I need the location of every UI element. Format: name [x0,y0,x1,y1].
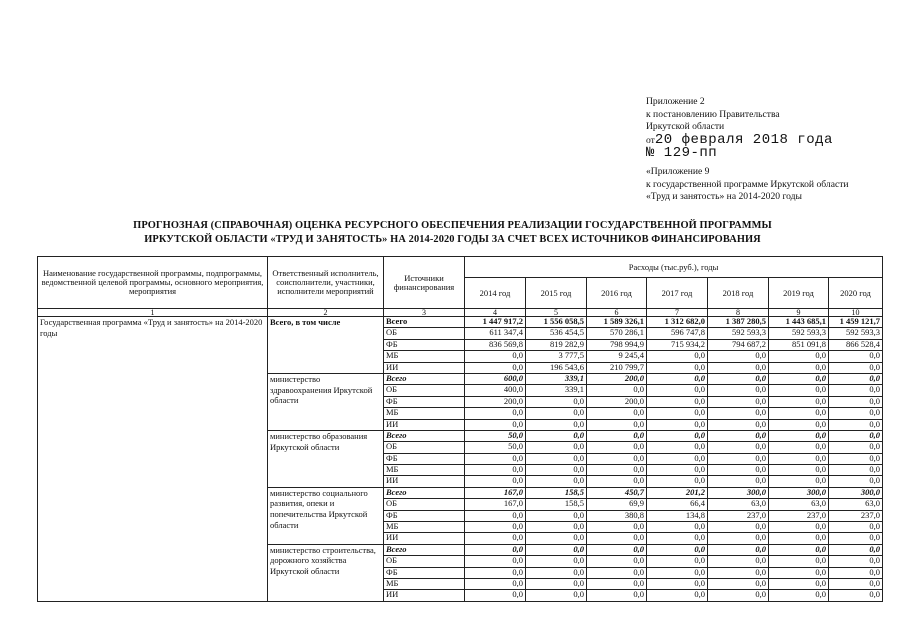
value-cell: 0,0 [647,476,708,487]
value-cell: 0,0 [587,430,647,441]
value-cell: 300,0 [769,487,829,498]
value-cell: 1 556 058,5 [526,317,587,328]
value-cell: 400,0 [465,385,526,396]
value-cell: 592 593,3 [769,328,829,339]
value-cell: 0,0 [708,362,769,373]
value-cell: 167,0 [465,499,526,510]
value-cell: 0,0 [526,556,587,567]
value-cell: 0,0 [526,465,587,476]
value-cell: 536 454,5 [526,328,587,339]
value-cell: 300,0 [829,487,883,498]
value-cell: 200,0 [587,373,647,384]
header-year: 2018 год [708,278,769,309]
value-cell: 0,0 [829,544,883,555]
value-cell: 0,0 [769,567,829,578]
value-cell: 0,0 [829,533,883,544]
value-cell: 0,0 [829,351,883,362]
appendix-line: к постановлению Правительства [646,108,780,120]
value-cell: 0,0 [769,465,829,476]
executor-cell: Всего, в том числе [268,317,384,374]
value-cell: 201,2 [647,487,708,498]
document-title [20,219,885,246]
value-cell: 851 091,8 [769,339,829,350]
source-cell: Всего [384,317,465,328]
value-cell: 0,0 [465,408,526,419]
value-cell: 0,0 [769,476,829,487]
value-cell: 0,0 [465,510,526,521]
value-cell: 0,0 [526,396,587,407]
header-column-number: 6 [587,309,647,317]
value-cell: 0,0 [647,522,708,533]
date-prefix: от [646,134,655,146]
value-cell: 200,0 [465,396,526,407]
value-cell: 0,0 [829,578,883,589]
value-cell: 0,0 [769,351,829,362]
value-cell: 1 443 685,1 [769,317,829,328]
value-cell: 0,0 [829,430,883,441]
value-cell: 0,0 [708,522,769,533]
value-cell: 0,0 [465,533,526,544]
value-cell: 794 687,2 [708,339,769,350]
value-cell: 63,0 [769,499,829,510]
value-cell: 0,0 [829,373,883,384]
value-cell: 0,0 [769,396,829,407]
header-column-number: 10 [829,309,883,317]
source-cell: Всего [384,487,465,498]
value-cell: 0,0 [769,385,829,396]
source-cell: МБ [384,522,465,533]
value-cell: 0,0 [465,362,526,373]
value-cell: 63,0 [708,499,769,510]
header-expenses: Расходы (тыс.руб.), годы [465,257,883,278]
header-column-number: 8 [708,309,769,317]
value-cell: 0,0 [465,590,526,601]
appendix-line: «Приложение 9 [646,165,710,177]
appendix-line: Иркутской области [646,121,725,133]
value-cell: 0,0 [647,578,708,589]
value-cell: 0,0 [829,419,883,430]
value-cell: 0,0 [526,544,587,555]
value-cell: 0,0 [647,396,708,407]
value-cell: 0,0 [829,476,883,487]
value-cell: 836 569,8 [465,339,526,350]
value-cell: 0,0 [465,453,526,464]
source-cell: МБ [384,465,465,476]
value-cell: 0,0 [587,544,647,555]
value-cell: 0,0 [587,533,647,544]
source-cell: ФБ [384,453,465,464]
value-cell: 715 934,2 [647,339,708,350]
value-cell: 0,0 [829,590,883,601]
value-cell: 0,0 [708,556,769,567]
value-cell: 0,0 [465,465,526,476]
value-cell: 1 387 280,5 [708,317,769,328]
value-cell: 0,0 [769,430,829,441]
value-cell: 592 593,3 [708,328,769,339]
source-cell: ОБ [384,385,465,396]
source-cell: Всего [384,373,465,384]
value-cell: 63,0 [829,499,883,510]
value-cell: 0,0 [829,465,883,476]
program-name-cell: Государственная программа «Труд и занятость» на 2014-2020 годы [38,317,268,602]
value-cell: 0,0 [708,465,769,476]
value-cell: 600,0 [465,373,526,384]
value-cell: 0,0 [769,544,829,555]
header-source: Источники финансирования [384,257,465,309]
value-cell: 0,0 [708,590,769,601]
source-cell: МБ [384,578,465,589]
value-cell: 237,0 [708,510,769,521]
value-cell: 0,0 [526,476,587,487]
value-cell: 0,0 [465,351,526,362]
value-cell: 167,0 [465,487,526,498]
value-cell: 592 593,3 [829,328,883,339]
source-cell: ОБ [384,499,465,510]
value-cell: 0,0 [465,544,526,555]
value-cell: 0,0 [587,590,647,601]
value-cell: 0,0 [526,533,587,544]
value-cell: 0,0 [647,590,708,601]
source-cell: ИИ [384,533,465,544]
value-cell: 66,4 [647,499,708,510]
value-cell: 0,0 [647,465,708,476]
value-cell: 1 459 121,7 [829,317,883,328]
value-cell: 0,0 [647,408,708,419]
source-cell: ОБ [384,328,465,339]
value-cell: 0,0 [829,453,883,464]
value-cell: 0,0 [587,556,647,567]
value-cell: 0,0 [769,556,829,567]
value-cell: 0,0 [526,442,587,453]
value-cell: 0,0 [647,419,708,430]
source-cell: ОБ [384,442,465,453]
header-column-number: 4 [465,309,526,317]
source-cell: ИИ [384,362,465,373]
value-cell: 0,0 [647,453,708,464]
source-cell: Всего [384,430,465,441]
appendix-line: «Труд и занятость» на 2014-2020 годы [646,191,802,203]
value-cell: 0,0 [587,578,647,589]
source-cell: ИИ [384,476,465,487]
value-cell: 0,0 [587,419,647,430]
header-year: 2019 год [769,278,829,309]
value-cell: 0,0 [465,578,526,589]
value-cell: 0,0 [708,430,769,441]
header-column-number: 2 [268,309,384,317]
value-cell: 0,0 [526,419,587,430]
value-cell: 0,0 [708,544,769,555]
title-line: ПРОГНОЗНАЯ (СПРАВОЧНАЯ) ОЦЕНКА РЕСУРСНОГО ОБЕСПЕЧЕНИЯ РЕАЛИЗАЦИИ ГОСУДАРСТВЕННОЙ ПРОГРАММЫ [133,220,772,231]
value-cell: 0,0 [647,567,708,578]
header-year: 2016 год [587,278,647,309]
appendix-line: Приложение 2 [646,96,705,107]
header-column-number: 1 [38,309,268,317]
value-cell: 0,0 [587,453,647,464]
value-cell: 0,0 [829,385,883,396]
value-cell: 0,0 [587,465,647,476]
value-cell: 798 994,9 [587,339,647,350]
value-cell: 196 543,6 [526,362,587,373]
value-cell: 0,0 [647,533,708,544]
value-cell: 0,0 [587,385,647,396]
value-cell: 0,0 [769,533,829,544]
source-cell: ФБ [384,567,465,578]
value-cell: 158,5 [526,499,587,510]
date-value: 20 февраля 2018 года [654,131,833,148]
header-year: 2020 год [829,278,883,309]
value-cell: 0,0 [708,442,769,453]
value-cell: 0,0 [708,533,769,544]
value-cell: 0,0 [647,556,708,567]
value-cell: 0,0 [587,408,647,419]
header-year: 2015 год [526,278,587,309]
value-cell: 0,0 [526,453,587,464]
value-cell: 570 286,1 [587,328,647,339]
executor-cell: министерство здравоохранения Иркутской области [268,373,384,430]
value-cell: 9 245,4 [587,351,647,362]
value-cell: 339,1 [526,385,587,396]
value-cell: 0,0 [526,567,587,578]
value-cell: 0,0 [769,408,829,419]
value-cell: 0,0 [769,522,829,533]
header-column-number: 9 [769,309,829,317]
value-cell: 0,0 [587,522,647,533]
value-cell: 0,0 [829,442,883,453]
value-cell: 0,0 [708,453,769,464]
value-cell: 237,0 [769,510,829,521]
value-cell: 380,8 [587,510,647,521]
value-cell: 450,7 [587,487,647,498]
value-cell: 596 747,8 [647,328,708,339]
header-column-number: 5 [526,309,587,317]
value-cell: 0,0 [708,396,769,407]
source-cell: МБ [384,408,465,419]
value-cell: 0,0 [708,351,769,362]
executor-cell: министерство образования Иркутской области [268,430,384,487]
value-cell: 0,0 [647,362,708,373]
value-cell: 0,0 [526,430,587,441]
value-cell: 0,0 [829,408,883,419]
value-cell: 0,0 [465,567,526,578]
value-cell: 0,0 [769,419,829,430]
value-cell: 0,0 [587,476,647,487]
value-cell: 0,0 [708,578,769,589]
value-cell: 0,0 [829,396,883,407]
decree-number: № 129-пп [646,145,718,162]
value-cell: 0,0 [526,578,587,589]
value-cell: 134,8 [647,510,708,521]
source-cell: ИИ [384,419,465,430]
executor-cell: министерство социального развития, опеки и попечительства Иркутской области [268,487,384,544]
value-cell: 0,0 [769,442,829,453]
appendix-block [646,96,896,204]
header-program-name: Наименование государственной программы, подпрограммы, ведомственной целевой программы, основного мероприятия, мероприятия [38,257,268,309]
value-cell: 200,0 [587,396,647,407]
title-line: ИРКУТСКОЙ ОБЛАСТИ «ТРУД И ЗАНЯТОСТЬ» НА 2014-2020 ГОДЫ ЗА СЧЕТ ВСЕХ ИСТОЧНИКОВ ФИНАНСИРОВАНИЯ [144,233,761,245]
value-cell: 0,0 [769,578,829,589]
source-cell: Всего [384,544,465,555]
header-column-number: 7 [647,309,708,317]
value-cell: 0,0 [647,430,708,441]
value-cell: 0,0 [829,522,883,533]
value-cell: 0,0 [465,476,526,487]
value-cell: 0,0 [769,453,829,464]
value-cell: 0,0 [769,590,829,601]
value-cell: 210 799,7 [587,362,647,373]
value-cell: 0,0 [769,362,829,373]
value-cell: 0,0 [829,556,883,567]
value-cell: 69,9 [587,499,647,510]
value-cell: 866 528,4 [829,339,883,350]
source-cell: ФБ [384,510,465,521]
value-cell: 1 589 326,1 [587,317,647,328]
value-cell: 0,0 [526,522,587,533]
value-cell: 1 312 682,0 [647,317,708,328]
header-executor: Ответственный исполнитель, соисполнители, участники, исполнители мероприятий [268,257,384,309]
value-cell: 0,0 [708,419,769,430]
source-cell: ИИ [384,590,465,601]
value-cell: 0,0 [647,373,708,384]
value-cell: 0,0 [829,567,883,578]
value-cell: 0,0 [465,419,526,430]
value-cell: 0,0 [708,373,769,384]
value-cell: 0,0 [526,408,587,419]
value-cell: 300,0 [708,487,769,498]
value-cell: 339,1 [526,373,587,384]
value-cell: 0,0 [465,556,526,567]
value-cell: 50,0 [465,442,526,453]
value-cell: 237,0 [829,510,883,521]
value-cell: 0,0 [465,522,526,533]
header-column-number: 3 [384,309,465,317]
executor-cell: министерство строительства, дорожного хозяйства Иркутской области [268,544,384,601]
value-cell: 0,0 [647,385,708,396]
value-cell: 0,0 [587,567,647,578]
source-cell: ФБ [384,396,465,407]
value-cell: 0,0 [829,362,883,373]
value-cell: 0,0 [708,567,769,578]
value-cell: 0,0 [526,510,587,521]
value-cell: 0,0 [708,476,769,487]
table-row [38,317,883,328]
header-year: 2014 год [465,278,526,309]
value-cell: 611 347,4 [465,328,526,339]
source-cell: МБ [384,351,465,362]
value-cell: 50,0 [465,430,526,441]
value-cell: 158,5 [526,487,587,498]
value-cell: 0,0 [708,385,769,396]
value-cell: 0,0 [587,442,647,453]
value-cell: 0,0 [769,373,829,384]
source-cell: ОБ [384,556,465,567]
value-cell: 0,0 [526,590,587,601]
value-cell: 0,0 [647,442,708,453]
financing-table [37,256,883,602]
appendix-line: к государственной программе Иркутской области [646,178,849,190]
value-cell: 0,0 [647,544,708,555]
source-cell: ФБ [384,339,465,350]
value-cell: 1 447 917,2 [465,317,526,328]
value-cell: 0,0 [647,351,708,362]
header-year: 2017 год [647,278,708,309]
value-cell: 819 282,9 [526,339,587,350]
value-cell: 3 777,5 [526,351,587,362]
value-cell: 0,0 [708,408,769,419]
